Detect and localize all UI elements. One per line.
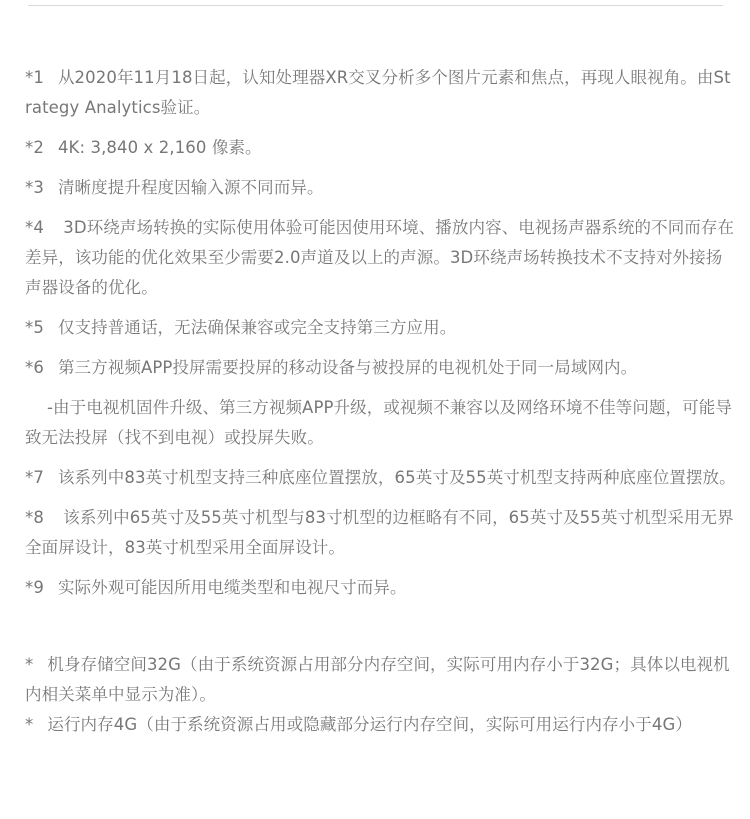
top-divider [28, 5, 723, 6]
footnote-text: -由于电视机固件升级、第三方视频APP升级，或视频不兼容以及网络环境不佳等问题，可能导致无法投屏（找不到电视）或投屏失败。 [25, 398, 732, 447]
footnote-mark: * [25, 715, 34, 734]
footnote-mark: *3 [25, 178, 44, 197]
footnote-mark: * [25, 655, 34, 674]
footnote-mark: *7 [25, 468, 44, 487]
footnote-4 [25, 213, 737, 303]
footnote-6 [25, 353, 737, 383]
footnote-mark: *5 [25, 318, 44, 337]
footnote-2 [25, 133, 737, 163]
footnote-text: 机身存储空间32G（由于系统资源占用部分内存空间，实际可用内存小于32G；具体以电视机内相关菜单中显示为准）。 [25, 655, 730, 704]
footnote-text: 仅支持普通话，无法确保兼容或完全支持第三方应用。 [57, 318, 457, 337]
footnote-text: 3D环绕声场转换的实际使用体验可能因使用环境、播放内容、电视扬声器系统的不同而存在差异，该功能的优化效果至少需要2.0声道及以上的声源。3D环绕声场转换技术不支持对外接扬声器设备的优化。 [25, 218, 735, 297]
footnote-mark: *8 [25, 508, 44, 527]
footnote-6-detail [25, 393, 737, 453]
footnote-text: 第三方视频APP投屏需要投屏的移动设备与被投屏的电视机处于同一局域网内。 [57, 358, 638, 377]
footnote-text: 该系列中65英寸及55英寸机型与83寸机型的边框略有不同，65英寸及55英寸机型采用无界全面屏设计，83英寸机型采用全面屏设计。 [25, 508, 734, 557]
footnote-text: 清晰度提升程度因输入源不同而异。 [57, 178, 324, 197]
footnote-mark: *2 [25, 138, 44, 157]
spec-note-storage [25, 650, 743, 710]
footnote-9 [25, 573, 737, 603]
footnote-7 [25, 463, 737, 493]
footnote-mark: *6 [25, 358, 44, 377]
footnote-3 [25, 173, 737, 203]
footnote-mark: *4 [25, 218, 44, 237]
spec-notes [25, 650, 743, 740]
footnote-text: 实际外观可能因所用电缆类型和电视尺寸而异。 [57, 578, 407, 597]
footnote-text: 运行内存4G（由于系统资源占用或隐藏部分运行内存空间，实际可用运行内存小于4G） [47, 715, 692, 734]
footnote-text: 4K: 3,840 x 2,160 像素。 [57, 138, 262, 157]
footnote-mark: *1 [25, 68, 44, 87]
footnote-mark: *9 [25, 578, 44, 597]
spec-note-memory [25, 710, 743, 740]
footnote-1 [25, 63, 737, 123]
footnotes [25, 63, 737, 613]
footnote-text: 从2020年11月18日起，认知处理器XR交叉分析多个图片元素和焦点，再现人眼视角。由Strategy Analytics验证。 [25, 68, 731, 117]
footnote-8 [25, 503, 737, 563]
footnote-5 [25, 313, 737, 343]
footnote-text: 该系列中83英寸机型支持三种底座位置摆放，65英寸及55英寸机型支持两种底座位置摆放。 [57, 468, 736, 487]
